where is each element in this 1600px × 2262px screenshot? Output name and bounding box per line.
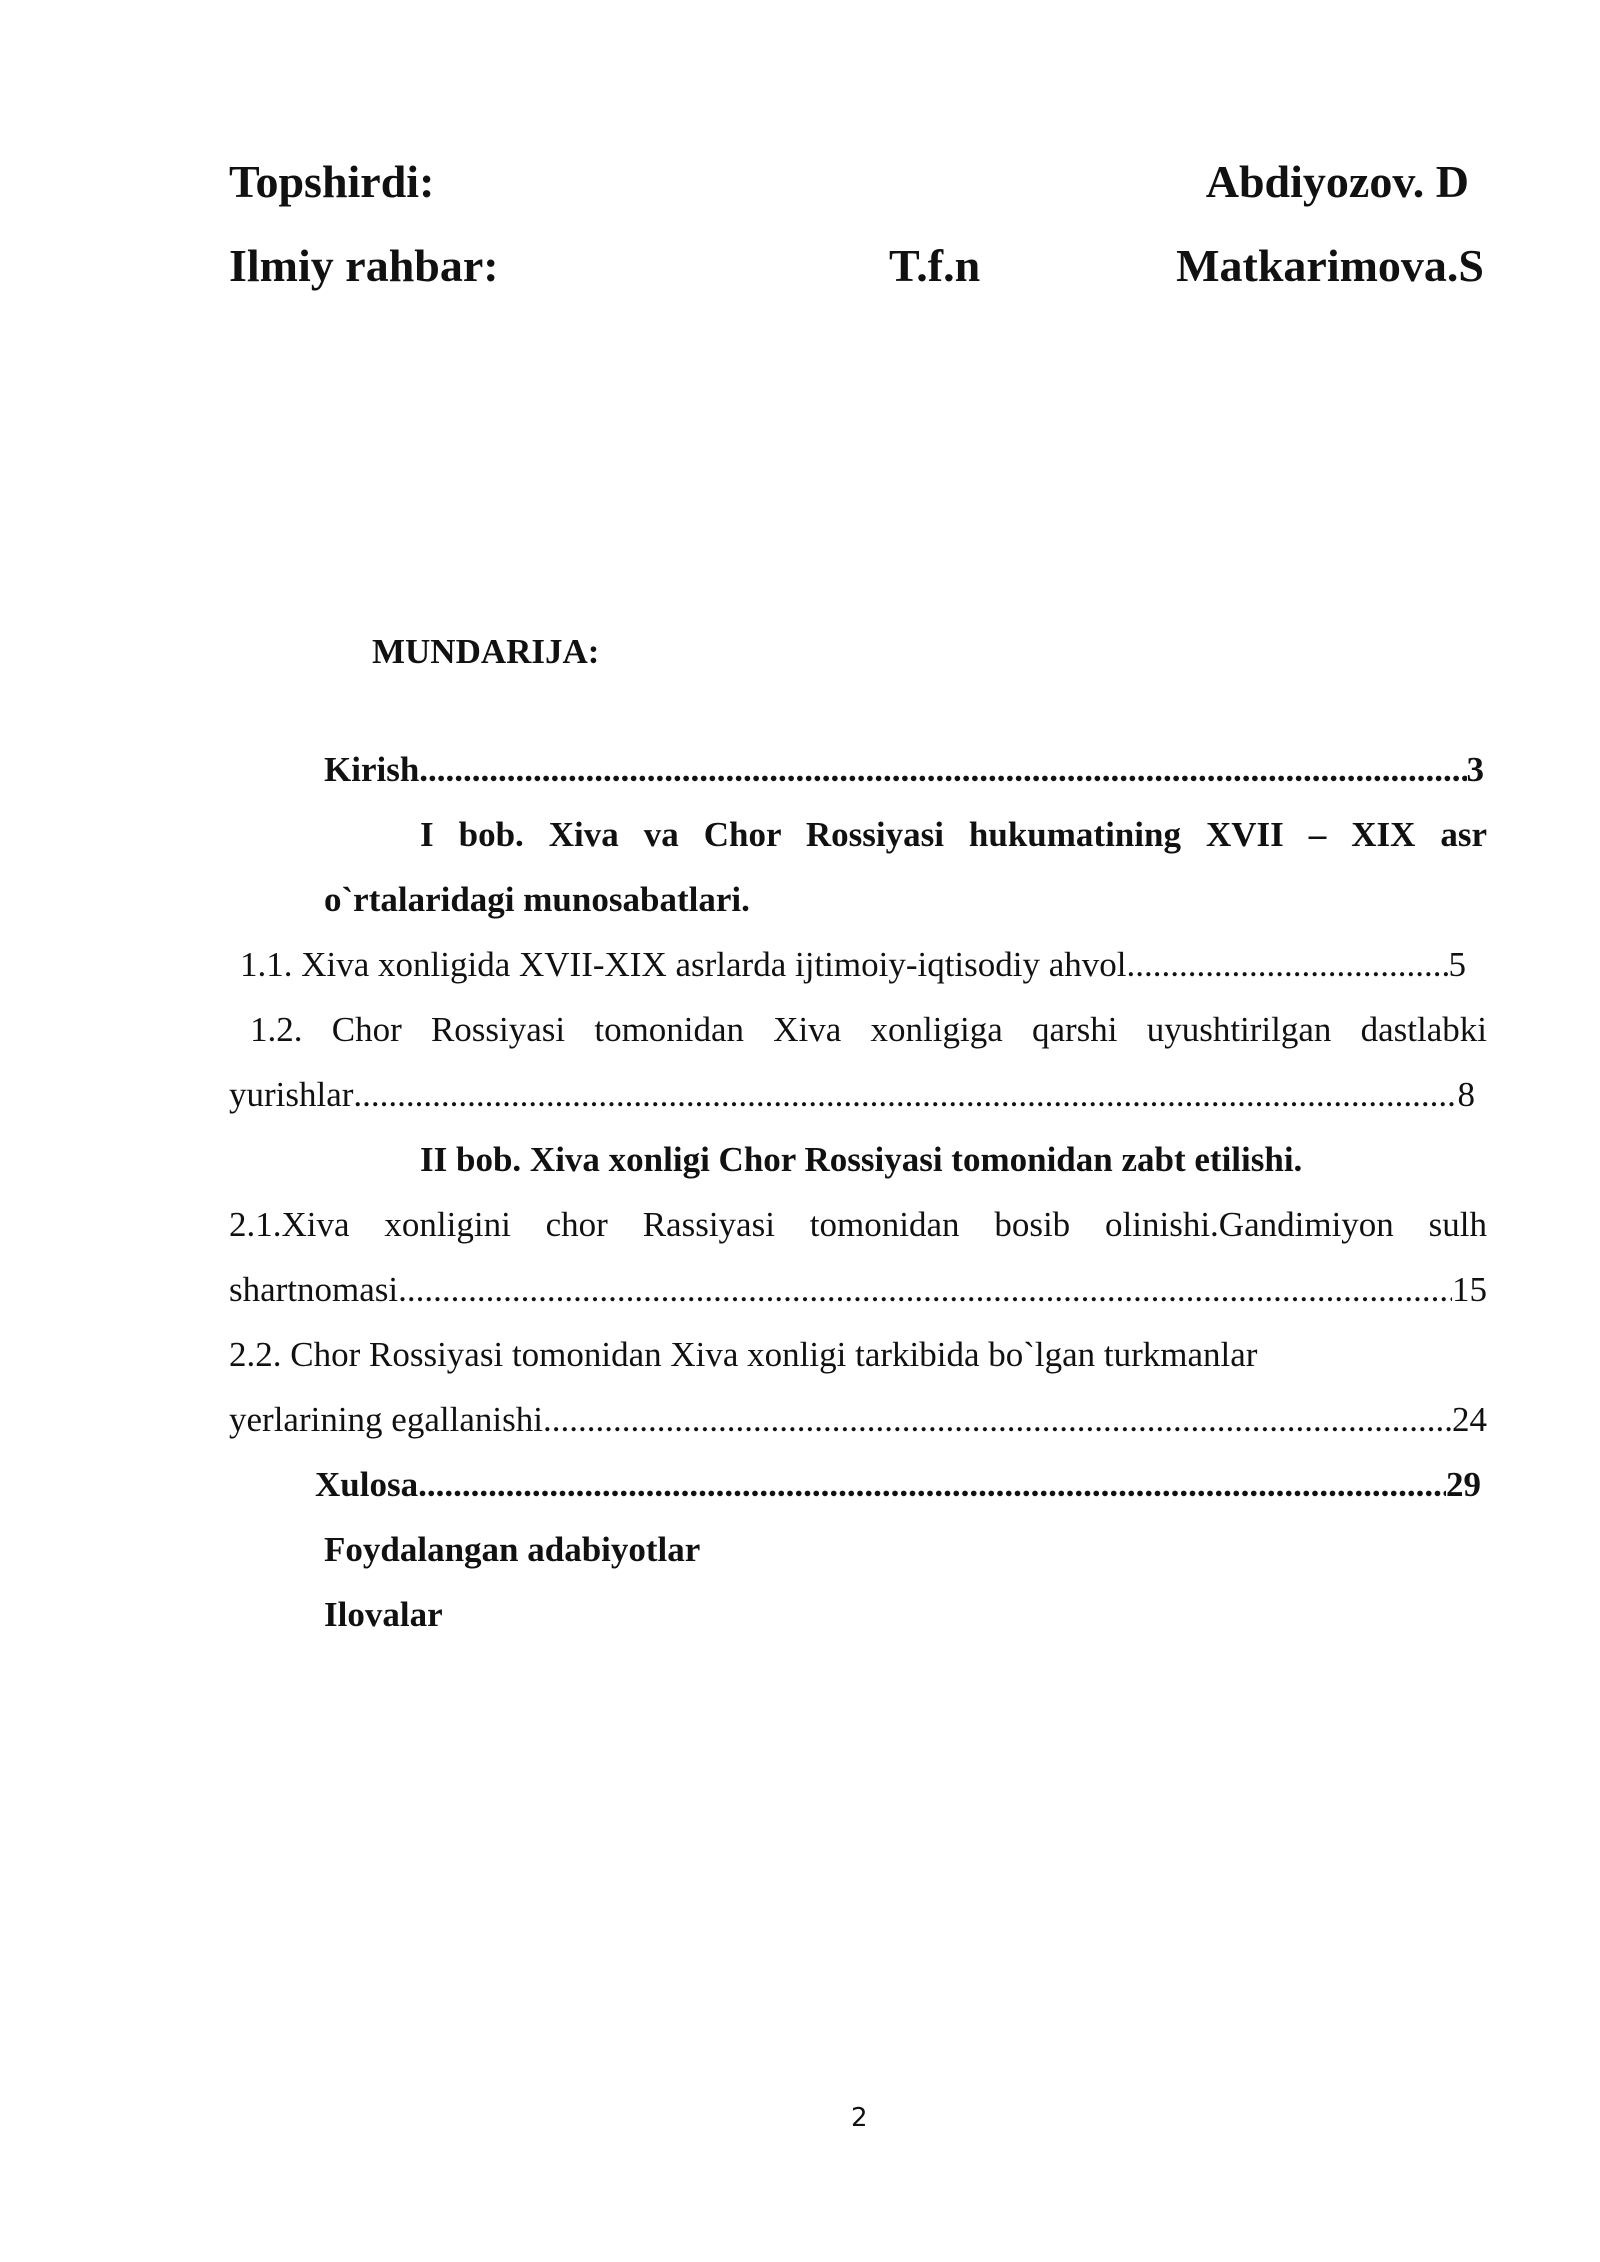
toc-chapter-1-line2[interactable]: o`rtalaridagi munosabatlari.	[324, 880, 750, 919]
toc-leader-dots	[1127, 947, 1449, 982]
toc-entry-label: yerlarining egallanishi	[229, 1400, 543, 1439]
toc-entry-1-2-line1[interactable]: 1.2. Chor Rossiyasi tomonidan Xiva xonligiga qarshi uyushtirilgan dastlabki	[250, 1010, 1487, 1049]
toc-entry-2-2-line1[interactable]: 2.2. Chor Rossiyasi tomonidan Xiva xonligi tarkibida bo`lgan turkmanlar	[229, 1335, 1258, 1374]
toc-entry-label: yurishlar	[229, 1075, 354, 1114]
advisor-label: Ilmiy rahbar:	[229, 240, 499, 291]
toc-entry-label: shartnomasi	[229, 1270, 399, 1309]
toc-entry-1-1[interactable]	[240, 947, 1466, 982]
toc-title: MUNDARIJA:	[372, 632, 600, 671]
toc-entry-2-2[interactable]	[229, 1402, 1487, 1437]
toc-entry-label: Kirish	[324, 750, 420, 789]
toc-entry-page: 29	[1446, 1465, 1481, 1504]
toc-entry-2-1[interactable]	[229, 1272, 1487, 1307]
toc-entry-page: 8	[1457, 1075, 1475, 1114]
toc-entry-page: 3	[1466, 750, 1484, 789]
toc-entry-conclusion[interactable]	[315, 1467, 1481, 1502]
toc-leader-dots	[353, 1077, 1457, 1112]
toc-entry-2-1-line1[interactable]: 2.1.Xiva xonligini chor Rassiyasi tomonidan bosib olinishi.Gandimiyon sulh	[229, 1205, 1487, 1244]
toc-entry-label: Xulosa	[315, 1465, 419, 1504]
toc-entry-1-2[interactable]	[229, 1077, 1475, 1112]
toc-entry-intro[interactable]	[324, 752, 1484, 787]
advisor-degree: T.f.n	[889, 240, 981, 291]
toc-chapter-2[interactable]: II bob. Xiva xonligi Chor Rossiyasi tomonidan zabt etilishi.	[420, 1140, 1303, 1179]
toc-leader-dots	[543, 1402, 1452, 1437]
toc-entry-label: 1.1. Xiva xonligida XVII-XIX asrlarda ijtimoiy-iqtisodiy ahvol	[240, 945, 1127, 984]
toc-leader-dots	[419, 752, 1466, 787]
toc-entry-references[interactable]: Foydalangan adabiyotlar	[324, 1530, 701, 1569]
toc-entry-page: 5	[1448, 945, 1466, 984]
toc-entry-appendices[interactable]: Ilovalar	[324, 1595, 443, 1634]
submitted-by-name: Abdiyozov. D	[1205, 156, 1469, 207]
advisor-name: Matkarimova.S	[1176, 240, 1484, 291]
toc-leader-dots	[398, 1272, 1452, 1307]
toc-chapter-1-line1[interactable]: I bob. Xiva va Chor Rossiyasi hukumatining XVII – XIX asr	[420, 815, 1487, 854]
toc-entry-page: 15	[1452, 1270, 1487, 1309]
toc-entry-page: 24	[1452, 1400, 1487, 1439]
toc-leader-dots	[418, 1467, 1446, 1502]
page-number: 2	[851, 2103, 868, 2133]
submitted-by-label: Topshirdi:	[229, 156, 435, 207]
